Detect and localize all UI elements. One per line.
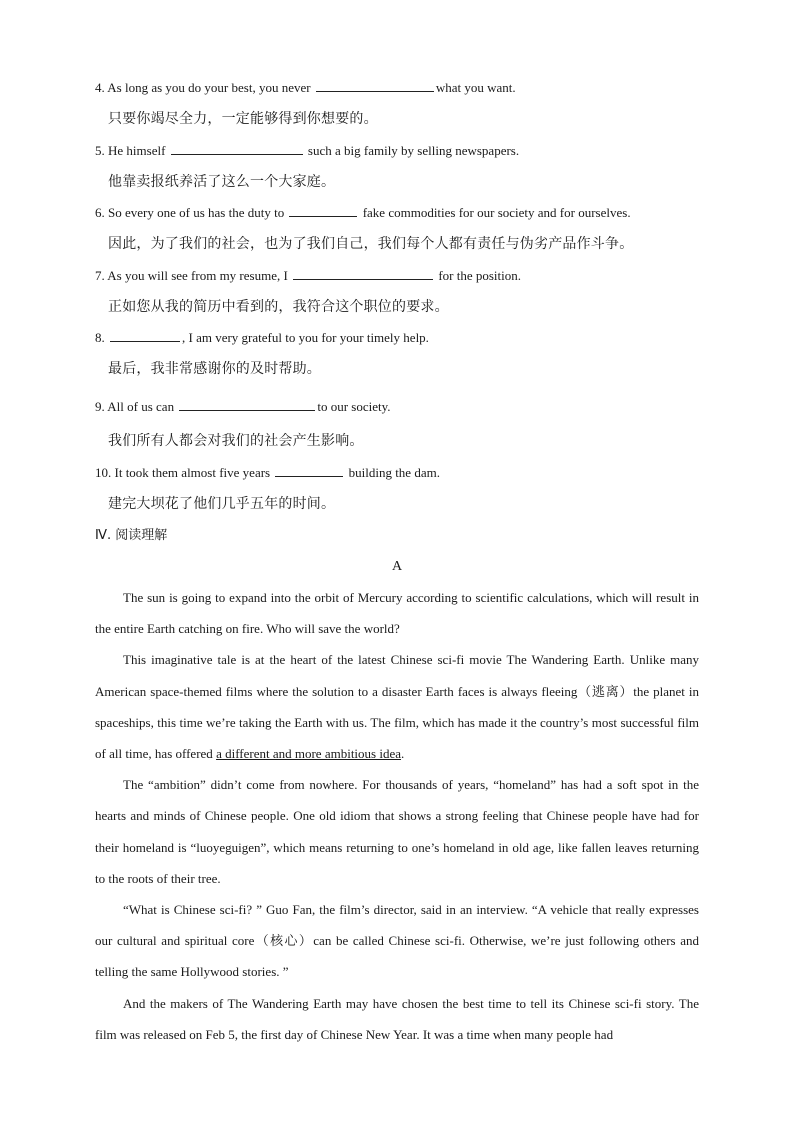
underlined-phrase: a different and more ambitious idea — [216, 746, 402, 762]
answer-blank[interactable] — [316, 79, 434, 92]
sentence-text: , I am very grateful to you for your timely help. — [182, 330, 429, 345]
paragraph-text: . — [401, 746, 405, 762]
sentence-text: 5. He himself — [95, 143, 169, 158]
answer-blank[interactable] — [171, 142, 303, 155]
sentence-text: for the position. — [435, 268, 521, 283]
exercise-5-sentence — [95, 142, 699, 160]
exercise-8-sentence — [95, 329, 699, 347]
sentence-text: 9. All of us can — [95, 399, 178, 414]
exercise-7-translation: 正如您从我的简历中看到的，我符合这个职位的要求。 — [108, 299, 449, 315]
sentence-text: 8. — [95, 330, 108, 345]
exercise-7-sentence — [95, 267, 699, 285]
sentence-text: 10. It took them almost five years — [95, 465, 274, 480]
exercise-9-sentence — [95, 398, 699, 416]
sentence-text: 4. As long as you do your best, you never — [95, 80, 314, 95]
exercise-6-translation: 因此，为了我们的社会，也为了我们自己，我们每个人都有责任与伪劣产品作斗争。 — [108, 236, 634, 252]
passage-paragraph-3: The “ambition” didn’t come from nowhere. For thousands of years, “homeland” has had a soft spot in the hearts and minds of Chinese people. One old idiom that shows a strong feeling that Chinese people have had for their homeland is “luoyeguigen”, which means returning to one’s homeland in old age, like fallen leaves returning to the roots of their tree. — [95, 777, 699, 886]
sentence-text: 7. As you will see from my resume, I — [95, 268, 292, 283]
passage-label: A — [391, 559, 403, 574]
passage-paragraph-4: “What is Chinese sci-fi? ” Guo Fan, the film’s director, said in an interview. “A vehicle that really expresses our cultural and spiritual core（核心）can be called Chinese sci-fi. Otherwise, we’re just following others and telling the same Hollywood stories. ” — [95, 902, 699, 980]
reading-passage — [95, 582, 699, 1050]
exercise-5-translation: 他靠卖报纸养活了这么一个大家庭。 — [108, 174, 336, 190]
answer-blank[interactable] — [275, 464, 343, 477]
exercise-8-translation: 最后，我非常感谢你的及时帮助。 — [108, 361, 321, 377]
exercise-10-sentence — [95, 464, 699, 482]
exercise-10-translation: 建完大坝花了他们几乎五年的时间。 — [108, 496, 336, 512]
answer-blank[interactable] — [110, 329, 180, 342]
answer-blank[interactable] — [289, 204, 357, 217]
exercise-9-translation: 我们所有人都会对我们的社会产生影响。 — [108, 433, 364, 449]
passage-paragraph-2 — [95, 644, 699, 769]
sentence-text: fake commodities for our society and for ourselves. — [359, 205, 631, 220]
exercise-4-sentence — [95, 79, 699, 97]
section-heading: Ⅳ. 阅读理解 — [95, 528, 168, 543]
sentence-text: what you want. — [435, 80, 516, 95]
answer-blank[interactable] — [293, 267, 433, 280]
sentence-text: building the dam. — [345, 465, 440, 480]
sentence-text: such a big family by selling newspapers. — [304, 143, 520, 158]
exercise-6-sentence — [95, 204, 699, 222]
answer-blank[interactable] — [179, 398, 315, 411]
sentence-text: to our society. — [317, 399, 391, 414]
paragraph-text: This imaginative tale is at the heart of the latest Chinese sci-fi movie The Wandering Earth. Unlike many American space-themed films where the solution to a disaster Earth faces is always fleeing（逃离）the planet in spaceships, this time we’re taking the Earth with us. The film, which has made it the country’s most successful film of all time, has offered — [95, 652, 699, 762]
exercise-4-translation: 只要你竭尽全力，一定能够得到你想要的。 — [108, 111, 378, 127]
sentence-text: 6. So every one of us has the duty to — [95, 205, 288, 220]
passage-paragraph-5: And the makers of The Wandering Earth may have chosen the best time to tell its Chinese sci-fi story. The film was released on Feb 5, the first day of Chinese New Year. It was a time when many people had — [95, 995, 699, 1042]
passage-paragraph-1: The sun is going to expand into the orbit of Mercury according to scientific calculations, which will result in the entire Earth catching on fire. Who will save the world? — [95, 590, 699, 637]
